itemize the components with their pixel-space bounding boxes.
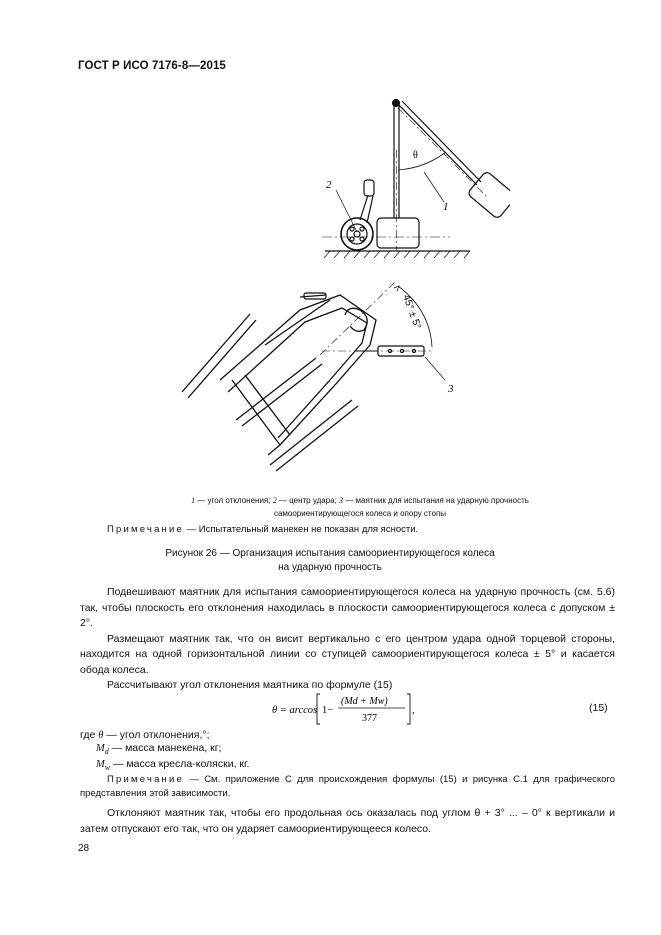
- figure-note: Примечание — Испытательный манекен не показан для ясности.: [107, 524, 419, 535]
- page-header: ГОСТ Р ИСО 7176-8—2015: [78, 60, 226, 72]
- legend-line-1: 1 — угол отклонения; 2 — центр удара; 3 — маятник для испытания на ударную прочность: [191, 496, 529, 505]
- legend-line-2: самоориентирующегося колеса и опору стопы: [273, 509, 447, 518]
- figure-legend: [100, 494, 620, 520]
- theta-label: θ: [413, 150, 418, 161]
- paragraph-1: Подвешивают маятник для испытания самоориентирующегося колеса на ударную прочность (см. 5.6) так, чтобы плоскость его отклонения находилась в плоскости самоориентирующегося колеса с допуском ± 2°.: [80, 586, 615, 629]
- formula-number: (15): [589, 702, 608, 714]
- paragraph-2: Размещают маятник так, что он висит вертикально с его центром удара одной торцевой стороны, находится на одной горизонтальной линии со ступицей самоориентирующегося колеса ± 5° и касается обода колеса.: [80, 632, 615, 676]
- formula-note: Примечание — См. приложение С для происхождения формулы (15) и рисунка С.1 для графического представления этой зависимости.: [80, 774, 615, 799]
- final-paragraph: Отклоняют маятник так, чтобы его продольная ось оказалась под углом θ + 3° ... – 0° к вертикали и затем отпускают его так, что он ударяет самоориентирующееся колесо.: [80, 807, 615, 835]
- formula-15: [272, 692, 422, 726]
- callout-1: 1: [443, 201, 449, 213]
- paragraph-3: Рассчитывают угол отклонения маятника по формуле (15): [107, 679, 393, 691]
- page-number: 28: [78, 843, 90, 854]
- body-text: [80, 585, 615, 694]
- pendulum-test-figure: [150, 90, 510, 495]
- formula-denominator: 377: [362, 713, 377, 724]
- formula-comma: ,: [412, 705, 415, 716]
- callout-3: 3: [448, 383, 454, 395]
- formula-numerator: (Md + Mw): [341, 696, 388, 707]
- formula-one-minus: 1−: [322, 705, 334, 716]
- where-line-2: $M_d$ — масса манекена, кг;: [96, 742, 222, 757]
- angle-label: 45° ± 5°: [400, 293, 423, 331]
- figure-caption: Рисунок 26 — Организация испытания самоориентирующегося колеса на ударную прочность: [165, 548, 495, 573]
- where-line-3: $M_w$ — масса кресла-коляски, кг.: [96, 758, 250, 773]
- where-line-1: где θ — угол отклонения,°;: [80, 729, 210, 741]
- formula-lhs: θ = arccos: [272, 705, 318, 716]
- callout-2: 2: [326, 179, 332, 191]
- symbol-definitions: [80, 729, 249, 774]
